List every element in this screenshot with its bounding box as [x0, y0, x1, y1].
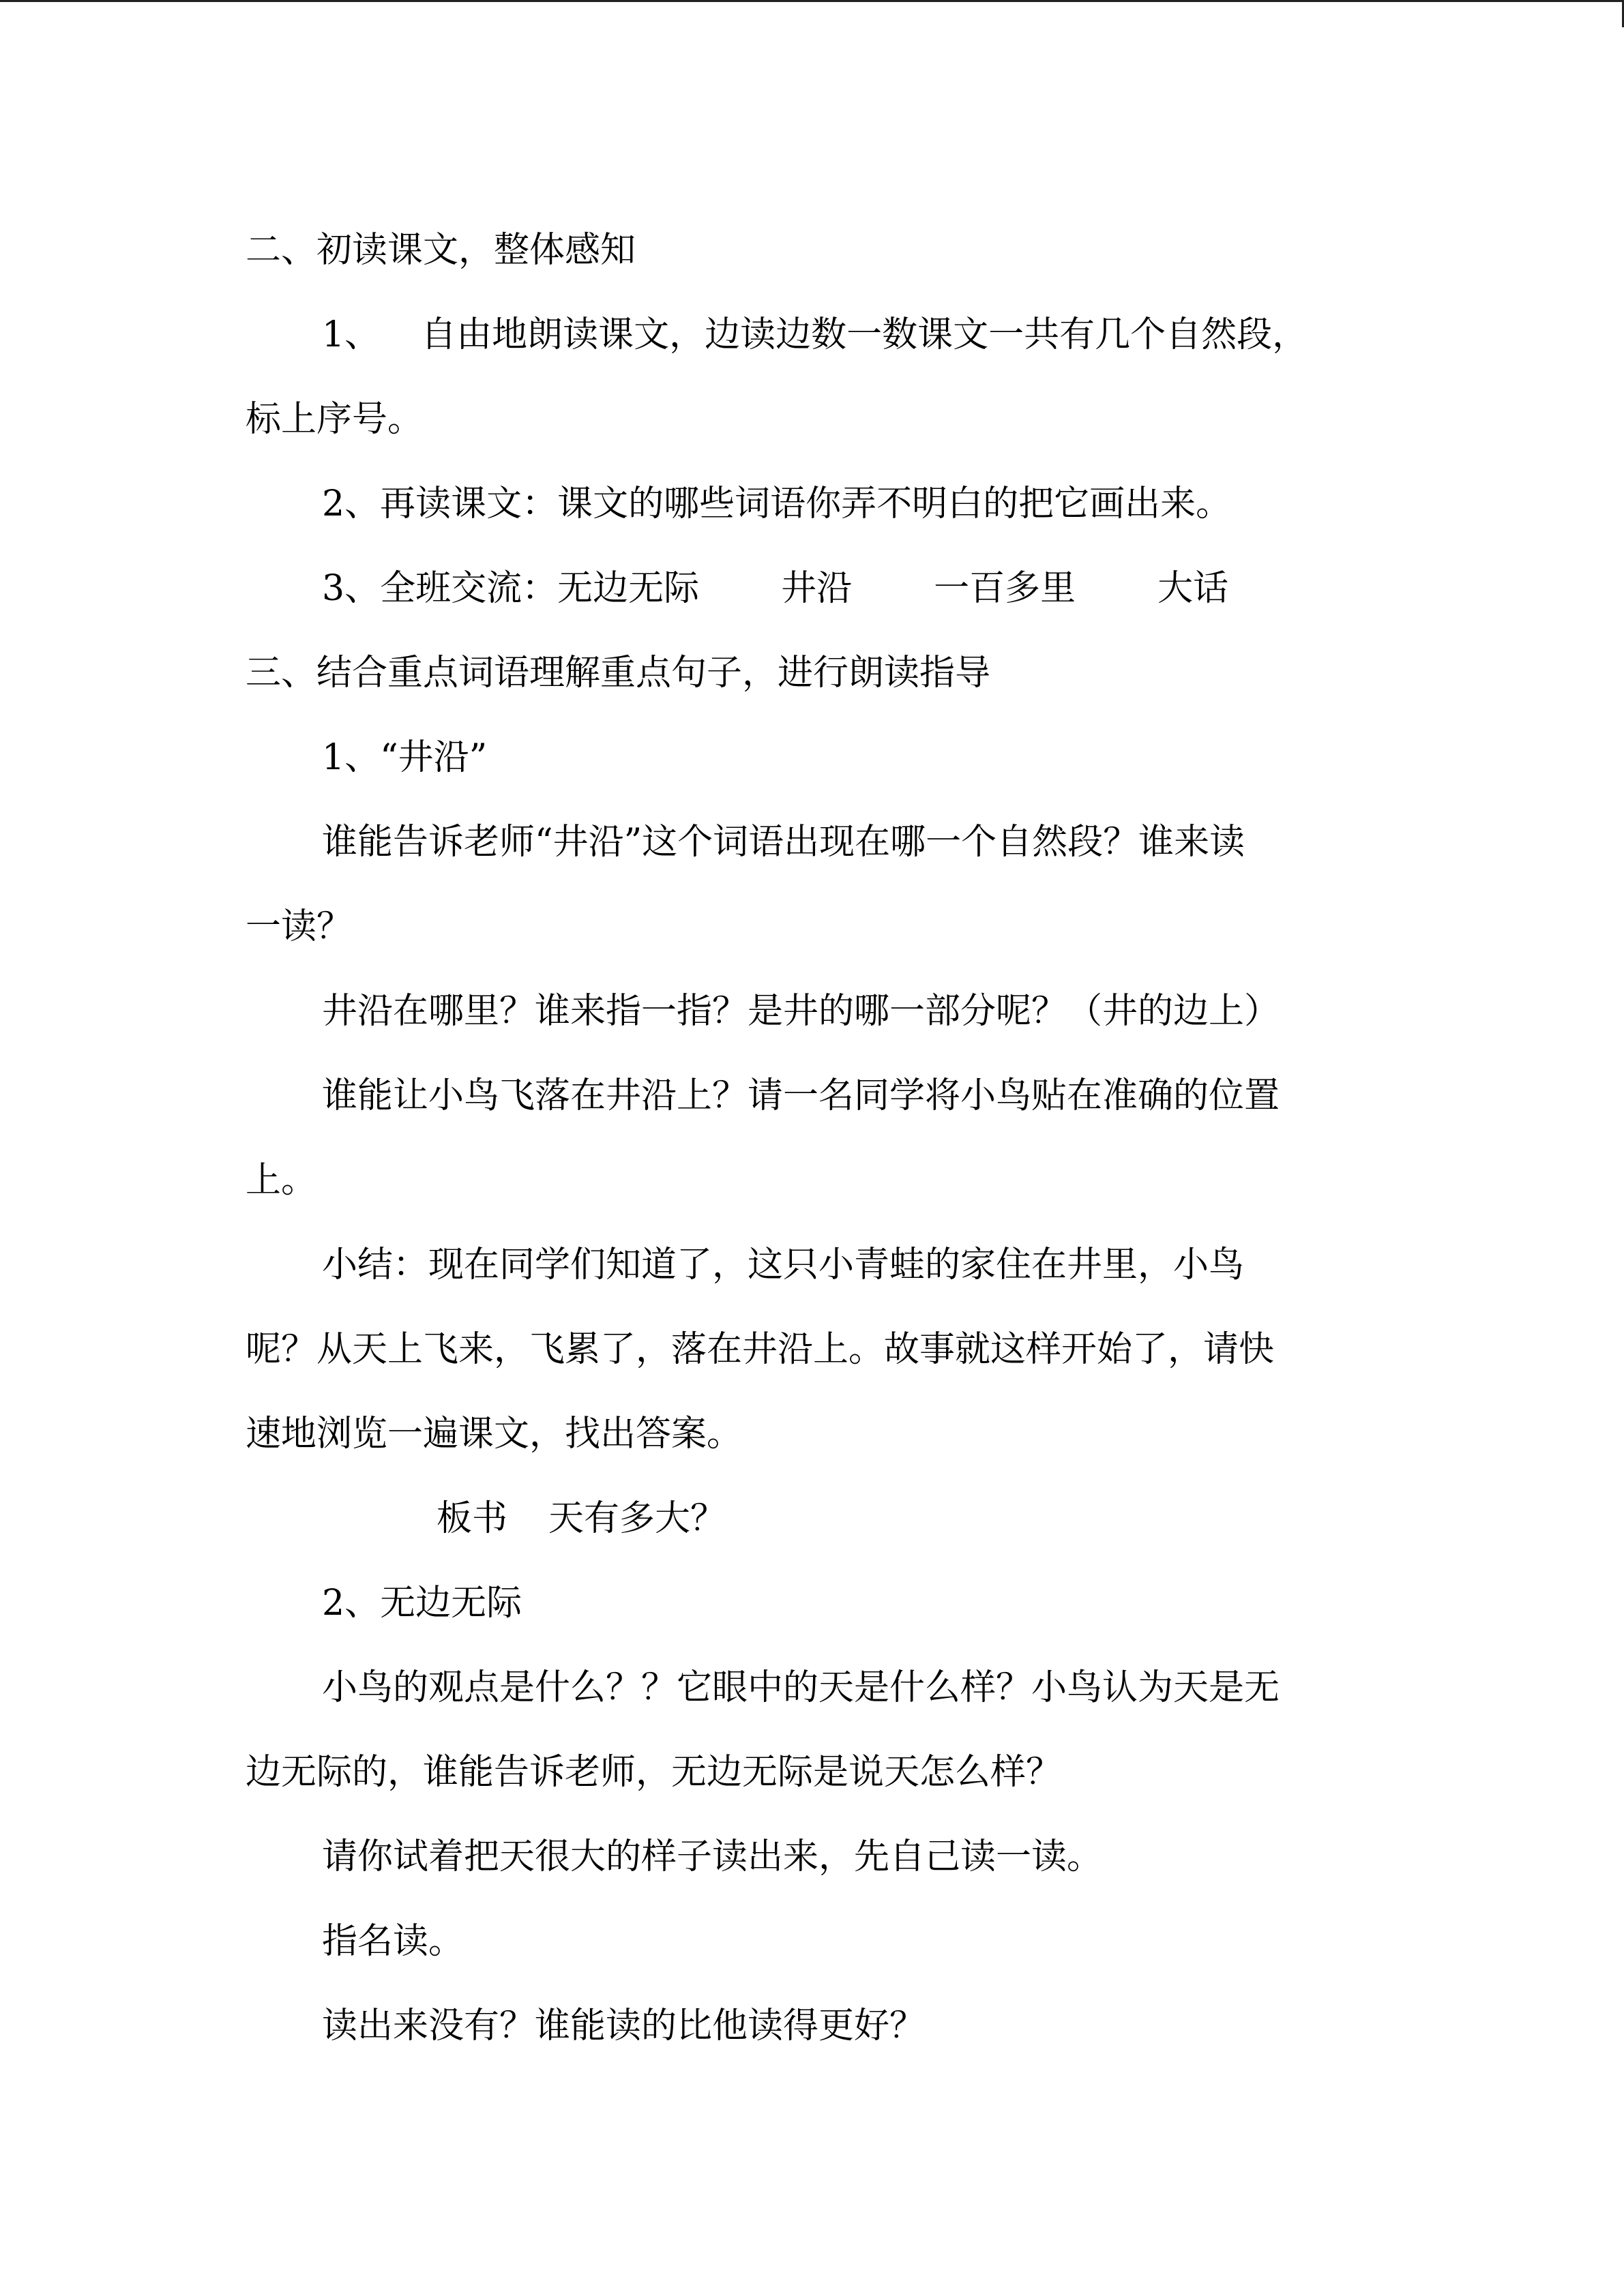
section2-item2: 2、再读课文：课文的哪些词语你弄不明白的把它画出来。	[322, 483, 1232, 524]
top-border-line	[0, 0, 1624, 2]
sub1-title: 1、“井沿”	[322, 737, 488, 778]
summary-line3: 速地浏览一遍课文，找出答案。	[246, 1414, 743, 1455]
question1-line2: 一读？	[246, 906, 353, 947]
question1-line1: 谁能告诉老师“井沿”这个词语出现在哪一个自然段？谁来读	[322, 822, 1245, 863]
question3-line1: 谁能让小鸟飞落在井沿上？请一名同学将小鸟贴在准确的位置	[322, 1075, 1280, 1116]
item3-label: 3、全班交流：	[322, 568, 558, 609]
section2-heading: 二、初读课文，整体感知	[246, 230, 636, 271]
section2-item1	[246, 293, 1364, 377]
paragraph3: 指名读。	[322, 1921, 464, 1962]
section2-item3	[246, 546, 1364, 631]
section2-item1-continued: 标上序号。	[246, 399, 424, 440]
question3-line2: 上。	[246, 1160, 317, 1201]
board-label: 板书	[437, 1498, 508, 1539]
item1-number: 1、	[322, 314, 381, 355]
item1-text: 自由地朗读课文，边读边数一数课文一共有几个自然段，	[421, 314, 1308, 355]
word-4: 大话	[1157, 568, 1229, 609]
question2: 井沿在哪里？谁来指一指？是井的哪一部分呢？（井的边上）	[322, 991, 1280, 1032]
sub2-title: 2、无边无际	[322, 1583, 522, 1624]
board-text: 天有多大？	[548, 1498, 726, 1539]
word-1: 无边无际	[557, 568, 700, 609]
section3-heading: 三、结合重点词语理解重点句子，进行朗读指导	[246, 653, 991, 694]
word-2: 井沿	[781, 568, 853, 609]
document-body	[246, 208, 1364, 2068]
paragraph4: 读出来没有？谁能读的比他读得更好？	[322, 2006, 926, 2046]
word-3: 一百多里	[934, 568, 1076, 609]
paragraph2: 请你试着把天很大的样子读出来，先自己读一读。	[322, 1836, 1103, 1877]
summary-line2: 呢？从天上飞来，飞累了，落在井沿上。故事就这样开始了，请快	[246, 1329, 1275, 1370]
paragraph1-line1: 小鸟的观点是什么？？它眼中的天是什么样？小鸟认为天是无	[322, 1667, 1280, 1708]
board-writing	[246, 1476, 1364, 1561]
summary-line1: 小结：现在同学们知道了，这只小青蛙的家住在井里，小鸟	[322, 1244, 1245, 1285]
paragraph1-line2: 边无际的，谁能告诉老师，无边无际是说天怎么样？	[246, 1752, 1062, 1793]
